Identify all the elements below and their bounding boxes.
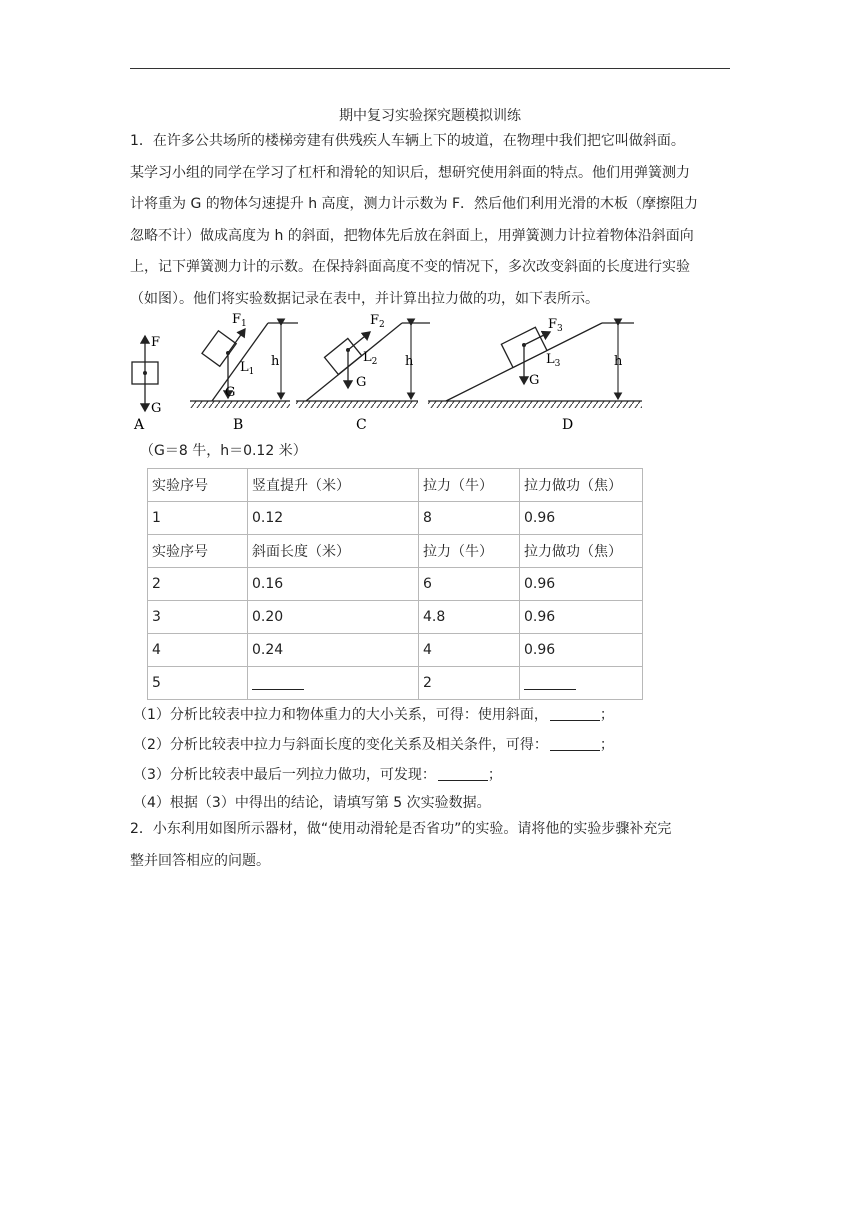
length-l2-label: L (363, 350, 372, 365)
table-row (148, 601, 643, 634)
table-cell: 拉力做功（焦） (520, 469, 643, 502)
sub-question-2: （2）分析比较表中拉力与斜面长度的变化关系及相关条件，可得： ； (133, 737, 614, 753)
table-row (148, 667, 643, 700)
table-cell: 0.24 (248, 634, 419, 667)
table-cell-blank[interactable] (520, 667, 643, 700)
diagram-a-label: A (134, 417, 145, 433)
given-values: （G＝8 牛，h＝0.12 米） (140, 443, 307, 459)
force-f3-label: F (548, 317, 558, 332)
question-2-line: 2．小东利用如图所示器材，做“使用动滑轮是否省功”的实验。请将他的实验步骤补充完 (130, 821, 672, 837)
force-f-label: F (151, 335, 161, 350)
diagram-a (132, 335, 161, 433)
table-cell: 竖直提升（米） (248, 469, 419, 502)
length-l1-label: L (240, 360, 249, 375)
answer-blank[interactable] (550, 706, 600, 721)
table-row (148, 535, 643, 568)
question-1-line: 1．在许多公共场所的楼梯旁建有供残疾人车辆上下的坡道，在物理中我们把它叫做斜面。 (130, 133, 685, 149)
table-row (148, 502, 643, 535)
sub-question-text: （4）根据（3）中得出的结论，请填写第 5 次实验数据。 (133, 795, 491, 811)
force-f1-label: F (232, 312, 242, 327)
page-title: 期中复习实验探究题模拟训练 (339, 108, 521, 124)
table-cell: 0.20 (248, 601, 419, 634)
table-cell: 1 (148, 502, 248, 535)
table-cell: 实验序号 (148, 535, 248, 568)
sub-question-1: （1）分析比较表中拉力和物体重力的大小关系，可得：使用斜面， ； (133, 707, 614, 723)
table-row (148, 469, 643, 502)
question-1-line: 某学习小组的同学在学习了杠杆和滑轮的知识后，想研究使用斜面的特点。他们用弹簧测力 (130, 164, 690, 181)
table-cell: 拉力（牛） (419, 535, 520, 568)
table-cell: 拉力（牛） (419, 469, 520, 502)
answer-blank[interactable] (438, 766, 488, 781)
table-cell: 0.96 (520, 568, 643, 601)
question-1-line: 上，记下弹簧测力计的示数。在保持斜面高度不变的情况下，多次改变斜面的长度进行实验 (130, 259, 690, 275)
sub-question-text: （3）分析比较表中最后一列拉力做功，可发现： (133, 767, 436, 783)
sub-question-text: （2）分析比较表中拉力与斜面长度的变化关系及相关条件，可得： (133, 737, 548, 753)
height-h-label: h (271, 354, 280, 369)
diagram-b-label: B (233, 417, 244, 433)
diagram-c (296, 313, 430, 433)
table-cell: 4 (419, 634, 520, 667)
table-cell: 0.96 (520, 502, 643, 535)
table-cell: 3 (148, 601, 248, 634)
experiment-data-table (147, 468, 643, 700)
weight-g-label: G (529, 373, 540, 388)
table-cell: 6 (419, 568, 520, 601)
sub-question-4 (133, 792, 491, 812)
table-row (148, 568, 643, 601)
question-2-line: 整并回答相应的问题。 (130, 852, 270, 869)
sub-question-3: （3）分析比较表中最后一列拉力做功，可发现： ； (133, 767, 502, 783)
height-h-label: h (405, 354, 414, 369)
table-cell-blank[interactable] (248, 667, 419, 700)
answer-blank[interactable] (524, 675, 576, 690)
diagram-d-label: D (562, 417, 574, 433)
table-cell: 斜面长度（米） (248, 535, 419, 568)
height-h-label: h (614, 354, 623, 369)
incline-experiment-figure (128, 308, 648, 438)
svg-text:F2: $F_2$ (370, 313, 385, 330)
header-rule (130, 68, 730, 69)
table-cell: 2 (419, 667, 520, 700)
table-cell: 0.96 (520, 634, 643, 667)
table-cell: 拉力做功（焦） (520, 535, 643, 568)
table-cell: 8 (419, 502, 520, 535)
diagram-d (428, 317, 642, 433)
weight-g-label: G (151, 401, 162, 416)
weight-g-label: G (356, 375, 367, 390)
length-l3-label: L (546, 352, 555, 367)
table-cell: 0.12 (248, 502, 419, 535)
force-f2-label: F (370, 313, 380, 328)
diagram-b (190, 312, 298, 433)
sub-question-text: （1）分析比较表中拉力和物体重力的大小关系，可得：使用斜面， (133, 707, 548, 723)
table-row (148, 634, 643, 667)
svg-text:F3: $F_3$ (548, 317, 563, 334)
table-cell: 4.8 (419, 601, 520, 634)
table-cell: 实验序号 (148, 469, 248, 502)
table-cell: 2 (148, 568, 248, 601)
question-1-line: 忽略不计）做成高度为 h 的斜面，把物体先后放在斜面上，用弹簧测力计拉着物体沿斜面向 (130, 227, 694, 244)
svg-text:L2: $L_2$ (363, 350, 378, 367)
question-1-text (130, 126, 730, 315)
svg-text:L3: $L_3$ (546, 352, 561, 369)
diagram-c-label: C (356, 417, 367, 433)
answer-blank[interactable] (550, 736, 600, 751)
weight-g-label: G (225, 385, 236, 400)
table-cell: 4 (148, 634, 248, 667)
question-1-line: 计将重为 G 的物体匀速提升 h 高度，测力计示数为 F．然后他们利用光滑的木板（摩擦阻力 (130, 196, 699, 212)
question-1-line: （如图）。他们将实验数据记录在表中，并计算出拉力做的功，如下表所示。 (130, 290, 599, 307)
table-cell: 0.96 (520, 601, 643, 634)
answer-blank[interactable] (252, 675, 304, 690)
svg-text:L1: $L_1$ (240, 360, 255, 377)
table-cell: 0.16 (248, 568, 419, 601)
question-2-text (130, 814, 730, 877)
svg-text:F1: $F_1$ (232, 312, 247, 329)
table-cell: 5 (148, 667, 248, 700)
